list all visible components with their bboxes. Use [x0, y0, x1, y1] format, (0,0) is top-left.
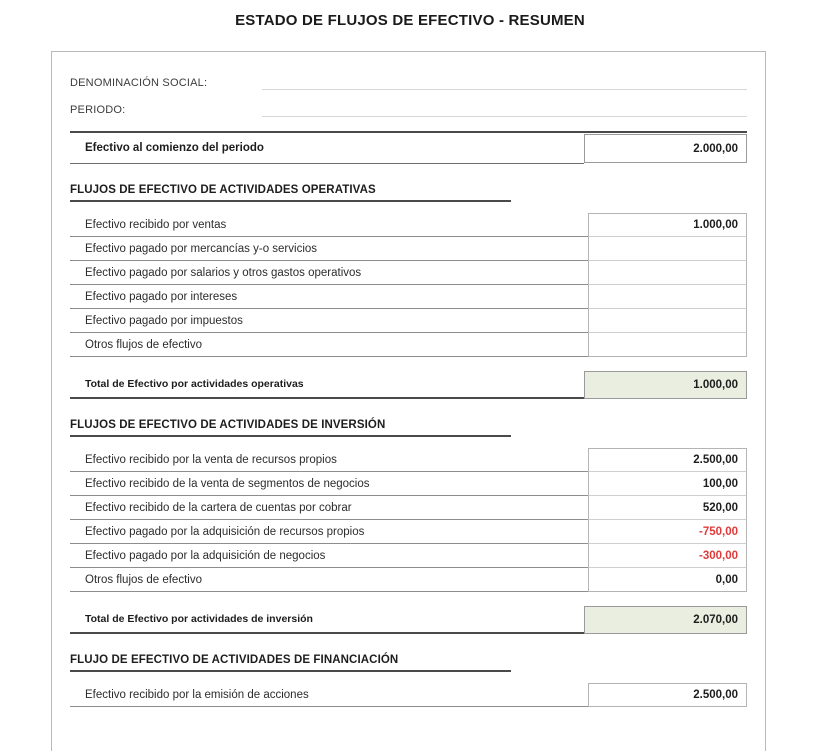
opening-cash-label: Efectivo al comienzo del periodo	[70, 133, 584, 164]
table-row	[70, 213, 747, 237]
row-value[interactable]	[588, 333, 747, 357]
row-label: Efectivo pagado por impuestos	[70, 309, 510, 333]
row-spacer	[510, 472, 588, 496]
row-label: Efectivo recibido por ventas	[70, 213, 510, 237]
row-value[interactable]	[588, 237, 747, 261]
opening-cash-value[interactable]: 2.000,00	[584, 134, 747, 163]
cash-flow-statement-card	[51, 51, 766, 751]
row-label: Efectivo recibido de la cartera de cuentas por cobrar	[70, 496, 510, 520]
table-row	[70, 448, 747, 472]
row-label: Efectivo pagado por mercancías y-o servicios	[70, 237, 510, 261]
row-value[interactable]: -300,00	[588, 544, 747, 568]
row-label: Efectivo recibido por la venta de recursos propios	[70, 448, 510, 472]
row-value[interactable]: 1.000,00	[588, 213, 747, 237]
total-label: Total de Efectivo por actividades operativas	[70, 371, 584, 399]
section-header-inversion	[70, 399, 747, 437]
total-label: Total de Efectivo por actividades de inversión	[70, 606, 584, 634]
row-spacer	[510, 261, 588, 285]
identification-block	[52, 52, 765, 119]
periodo-input[interactable]	[262, 115, 747, 117]
row-spacer	[510, 544, 588, 568]
detail-table-operativas	[70, 202, 747, 357]
identification-row-periodo	[70, 93, 747, 119]
section-title-financiacion: FLUJO DE EFECTIVO DE ACTIVIDADES DE FINANCIACIÓN	[70, 654, 399, 666]
table-row	[70, 683, 747, 707]
section-header-operativas	[70, 164, 747, 202]
row-label: Efectivo pagado por salarios y otros gastos operativos	[70, 261, 510, 285]
denominacion-social-label: DENOMINACIÓN SOCIAL:	[70, 77, 208, 89]
row-label: Efectivo pagado por intereses	[70, 285, 510, 309]
row-value[interactable]: 520,00	[588, 496, 747, 520]
row-value[interactable]: 0,00	[588, 568, 747, 592]
row-spacer	[510, 333, 588, 357]
row-spacer	[510, 213, 588, 237]
row-value[interactable]: -750,00	[588, 520, 747, 544]
row-spacer	[510, 309, 588, 333]
total-row-inversion	[70, 606, 747, 634]
periodo-label: PERIODO:	[70, 104, 126, 116]
table-row	[70, 544, 747, 568]
row-label: Efectivo recibido por la emisión de acciones	[70, 683, 510, 707]
row-spacer	[510, 683, 588, 707]
section-title-operativas: FLUJOS DE EFECTIVO DE ACTIVIDADES OPERATIVAS	[70, 184, 376, 196]
table-row	[70, 472, 747, 496]
total-row-operativas	[70, 371, 747, 399]
row-label: Otros flujos de efectivo	[70, 333, 510, 357]
row-label: Efectivo pagado por la adquisición de recursos propios	[70, 520, 510, 544]
row-label: Efectivo pagado por la adquisición de negocios	[70, 544, 510, 568]
table-row	[70, 237, 747, 261]
table-row	[70, 568, 747, 592]
row-spacer	[510, 285, 588, 309]
section-title-inversion: FLUJOS DE EFECTIVO DE ACTIVIDADES DE INVERSIÓN	[70, 419, 386, 431]
detail-table-inversion	[70, 437, 747, 592]
table-row	[70, 309, 747, 333]
row-spacer	[510, 496, 588, 520]
card-inner	[52, 52, 765, 751]
opening-cash-row	[70, 133, 747, 164]
row-value[interactable]	[588, 261, 747, 285]
row-spacer	[510, 520, 588, 544]
row-value[interactable]: 2.500,00	[588, 448, 747, 472]
table-row	[70, 496, 747, 520]
row-spacer	[510, 568, 588, 592]
row-label: Efectivo recibido de la venta de segmentos de negocios	[70, 472, 510, 496]
row-value[interactable]	[588, 285, 747, 309]
table-row	[70, 285, 747, 309]
detail-table-financiacion	[70, 672, 747, 707]
table-row	[70, 520, 747, 544]
section-header-financiacion	[70, 634, 747, 672]
total-value: 1.000,00	[584, 371, 747, 399]
table-row	[70, 333, 747, 357]
row-value[interactable]	[588, 309, 747, 333]
identification-row-denominacion-social	[70, 66, 747, 92]
table-row	[70, 261, 747, 285]
row-label: Otros flujos de efectivo	[70, 568, 510, 592]
denominacion-social-input[interactable]	[262, 88, 747, 90]
page-title: ESTADO DE FLUJOS DE EFECTIVO - RESUMEN	[235, 12, 585, 29]
row-value[interactable]: 2.500,00	[588, 683, 747, 707]
row-value[interactable]: 100,00	[588, 472, 747, 496]
row-spacer	[510, 448, 588, 472]
row-spacer	[510, 237, 588, 261]
total-value: 2.070,00	[584, 606, 747, 634]
